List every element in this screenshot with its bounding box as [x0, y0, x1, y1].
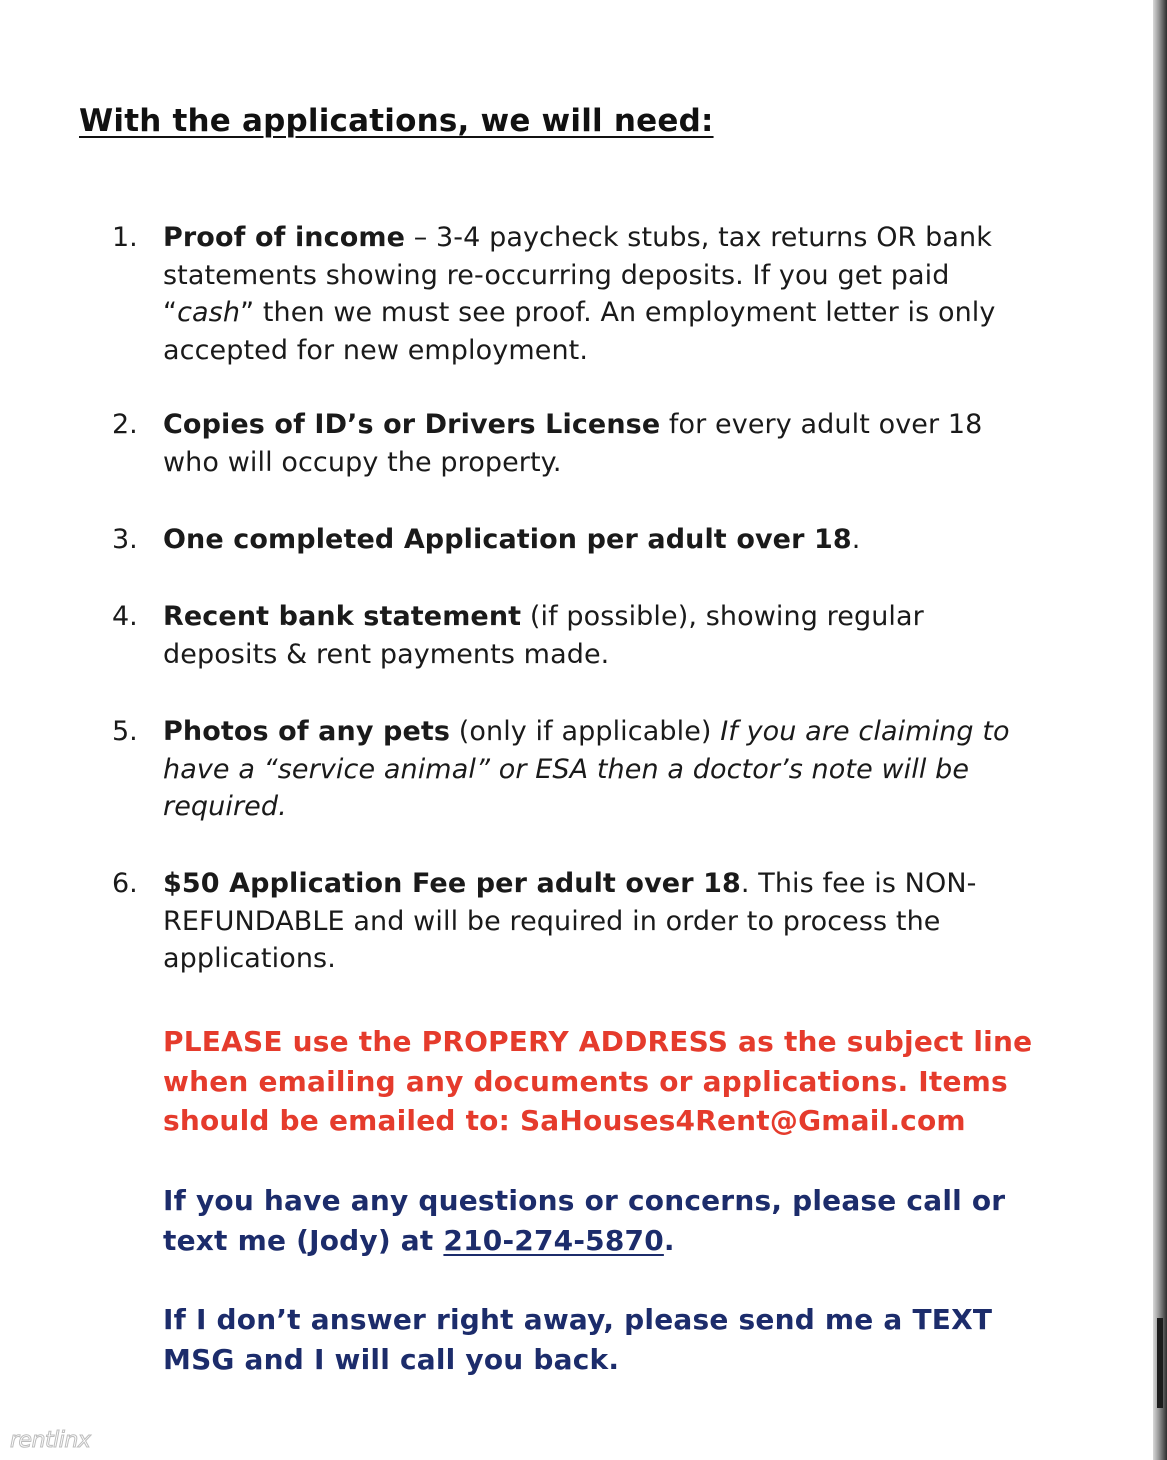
requirement-detail: .	[851, 524, 861, 555]
requirement-text	[163, 598, 1033, 673]
requirement-text	[163, 406, 1033, 481]
requirement-title: Copies of ID’s or Drivers License	[163, 409, 661, 440]
requirement-title: Photos of any pets	[163, 716, 451, 747]
requirement-emphasis: If you are claiming to have a “service animal” or ESA then a doctor’s note will be required.	[163, 716, 1010, 822]
requirement-number: 4.	[112, 601, 138, 632]
contact-note-text: If you have any questions or concerns, please call or text me (Jody) at	[163, 1184, 1006, 1257]
phone-number-link[interactable]: 210-274-5870	[443, 1223, 664, 1257]
requirement-text	[163, 865, 1033, 978]
requirement-number: 3.	[112, 524, 138, 555]
requirement-number: 2.	[112, 409, 138, 440]
requirement-number: 5.	[112, 716, 138, 747]
contact-note	[163, 1181, 1033, 1260]
rentlinx-watermark: rentlinx	[10, 1428, 91, 1453]
requirement-number: 6.	[112, 868, 138, 899]
requirement-emphasis: cash	[177, 297, 241, 328]
email-instruction-note: PLEASE use the PROPERY ADDRESS as the subject line when emailing any documents or applications. Items should be emailed to: SaHouses4Rent@Gmail.com	[163, 1025, 1033, 1137]
contact-note-end: .	[663, 1223, 675, 1257]
requirement-detail-tail: ” then we must see proof. An employment letter is only accepted for new employment.	[163, 297, 996, 366]
requirement-text	[163, 219, 1033, 369]
requirement-detail: (if possible), showing regular deposits & rent payments made.	[163, 601, 924, 670]
requirement-title: One completed Application per adult over 18	[163, 524, 852, 555]
page-heading: With the applications, we will need:	[79, 103, 714, 139]
requirement-detail: – 3-4 paycheck stubs, tax returns OR bank statements showing re-occurring deposits. If you get paid “	[163, 222, 992, 328]
requirement-text	[163, 713, 1033, 826]
requirement-detail: . This fee is NON-REFUNDABLE and will be required in order to process the applications.	[163, 868, 977, 974]
requirement-title: Recent bank statement	[163, 601, 522, 632]
requirement-number: 1.	[112, 222, 138, 253]
requirement-title: Proof of income	[163, 222, 406, 253]
page-edge-shadow	[1153, 0, 1167, 1460]
text-message-note: If I don’t answer right away, please send me a TEXT MSG and I will call you back.	[163, 1303, 993, 1376]
requirement-detail: for every adult over 18 who will occupy the property.	[163, 409, 983, 478]
page-edge-mark	[1157, 1318, 1163, 1408]
requirement-detail: (only if applicable)	[450, 716, 721, 747]
requirement-title: $50 Application Fee per adult over 18	[163, 868, 741, 899]
requirement-text	[163, 521, 1033, 559]
